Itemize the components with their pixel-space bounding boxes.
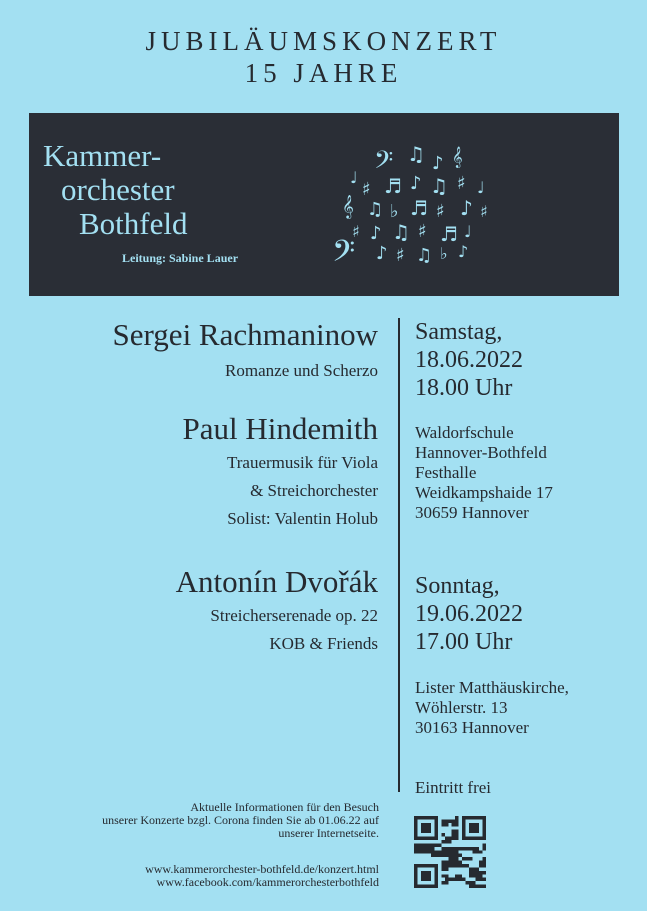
concert-day: Sonntag, [415,573,500,599]
venue-line: Festhalle [415,463,477,482]
svg-text:♫: ♫ [407,142,425,166]
svg-text:♬: ♬ [384,174,402,198]
concert-date: 18.06.2022 [415,347,523,373]
orchestra-name-line3: Bothfeld [79,206,188,241]
orchestra-name-line1: Kammer- [43,138,162,173]
svg-text:♬: ♬ [410,196,428,220]
corona-info [102,801,379,840]
svg-text:♭: ♭ [440,244,448,263]
svg-text:♭: ♭ [390,201,399,222]
svg-text:♫: ♫ [416,245,433,266]
conductor-credit: Leitung: Sabine Lauer [122,251,239,265]
svg-text:♩: ♩ [350,168,358,187]
svg-text:♪: ♪ [410,173,422,194]
svg-text:♯: ♯ [362,179,371,200]
work-line: KOB & Friends [269,634,378,653]
program-item-3 [176,564,378,658]
concert-time: 18.00 Uhr [415,375,513,401]
admission-note: Eintritt frei [415,778,492,797]
venue-1 [415,423,553,523]
column-divider [398,318,400,792]
poster-title-line1: JUBILÄUMSKONZERT [145,26,502,56]
svg-text:♪: ♪ [376,243,388,264]
composer-name: Sergei Rachmaninow [112,317,378,352]
svg-text:𝄞: 𝄞 [452,147,463,168]
svg-text:𝄞: 𝄞 [342,194,354,218]
concert-date-2 [415,572,523,656]
svg-text:♯: ♯ [436,201,445,222]
svg-text:♯: ♯ [457,173,466,194]
composer-name: Paul Hindemith [182,411,378,446]
concert-day: Samstag, [415,319,503,345]
concert-date-1 [415,318,523,402]
work-line: & Streichorchester [250,481,378,500]
orchestra-banner [29,113,619,296]
info-line: unserer Konzerte bzgl. Corona finden Sie ab 01.06.22 auf [102,813,379,827]
venue-line: Weidkampshaide 17 [415,483,553,502]
concert-date: 19.06.2022 [415,601,523,627]
svg-text:♫: ♫ [392,220,410,244]
info-line: Aktuelle Informationen für den Besuch [190,800,379,814]
info-line: unserer Internetseite. [278,826,379,840]
music-notes-icon [312,133,502,273]
svg-text:♪: ♪ [458,242,469,261]
program-item-2 [183,411,378,533]
svg-text:𝄢: 𝄢 [332,235,356,273]
concert-time: 17.00 Uhr [415,629,513,655]
qr-code-icon[interactable] [414,816,486,888]
work-line: Solist: Valentin Holub [227,509,378,528]
svg-text:♫: ♫ [430,174,448,198]
web-links [145,863,379,889]
svg-text:𝄢: 𝄢 [374,146,394,181]
facebook-url[interactable]: www.facebook.com/kammerorchesterbothfeld [156,875,379,889]
composer-name: Antonín Dvořák [175,564,378,599]
venue-line: Lister Matthäuskirche, [415,678,569,697]
svg-text:♩: ♩ [464,222,472,241]
svg-text:♯: ♯ [352,222,360,241]
work-line: Streicherserenade op. 22 [210,606,378,625]
work-line: Romanze und Scherzo [225,361,378,380]
program-item-1 [113,317,378,385]
venue-line: 30163 Hannover [415,718,529,737]
venue-line: Wöhlerstr. 13 [415,698,508,717]
orchestra-name-line2: orchester [61,172,175,207]
poster-title-line2: 15 JAHRE [244,58,403,88]
venue-2 [415,678,569,738]
svg-text:♫: ♫ [367,199,384,220]
svg-text:♯: ♯ [480,202,488,221]
venue-line: Hannover-Bothfeld [415,443,547,462]
svg-text:♪: ♪ [432,153,444,174]
venue-line: 30659 Hannover [415,503,529,522]
svg-text:♯: ♯ [418,221,427,242]
svg-text:♬: ♬ [440,222,458,246]
svg-text:♪: ♪ [460,196,473,220]
work-line: Trauermusik für Viola [226,453,378,472]
svg-text:♯: ♯ [396,245,405,266]
svg-text:♩: ♩ [477,178,485,197]
svg-text:♪: ♪ [370,223,382,244]
website-url[interactable]: www.kammerorchester-bothfeld.de/konzert.html [145,862,379,876]
venue-line: Waldorfschule [415,423,514,442]
